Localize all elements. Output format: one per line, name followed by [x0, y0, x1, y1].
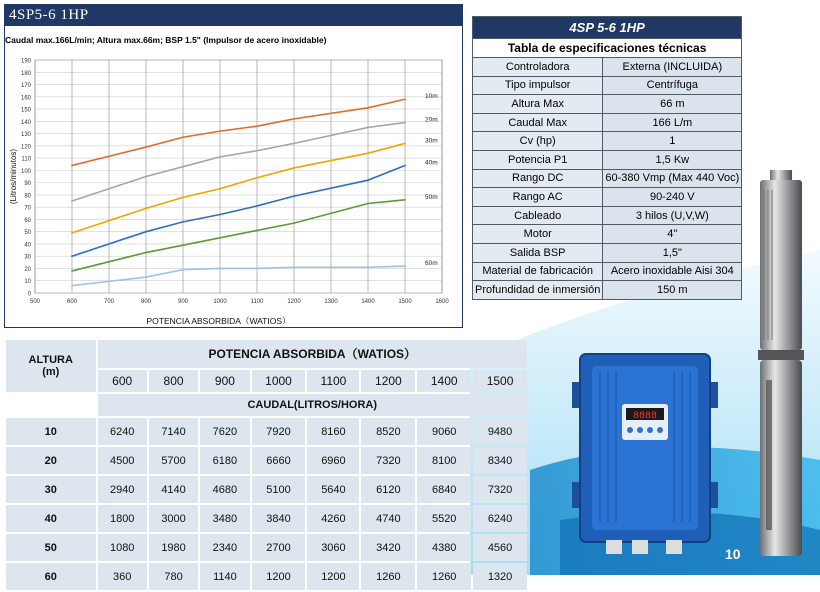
row-height: 50	[6, 534, 96, 561]
spec-row	[473, 113, 742, 132]
spec-value: 60-380 Vmp (Max 440 Voc)	[603, 169, 742, 188]
pump-body	[760, 180, 802, 350]
data-point	[71, 285, 73, 287]
row-height: 10	[6, 418, 96, 445]
series-label: 40m	[425, 159, 438, 167]
data-point	[367, 107, 369, 109]
blank-cell	[6, 394, 96, 416]
data-point	[367, 266, 369, 268]
data-point	[367, 127, 369, 129]
spec-row	[473, 262, 742, 281]
spec-label: Material de fabricación	[473, 262, 603, 281]
y-tick-label: 160	[20, 95, 31, 102]
flow-cell: 4740	[361, 505, 415, 532]
model-heading: 4SP5-6 1HP	[5, 5, 462, 26]
flow-cell: 5520	[417, 505, 471, 532]
performance-curve-chart	[5, 50, 462, 327]
data-point	[182, 196, 184, 198]
spec-row	[473, 58, 742, 77]
y-tick-label: 180	[20, 70, 31, 77]
data-point	[293, 266, 295, 268]
flow-cell: 7320	[473, 476, 527, 503]
data-point	[256, 268, 258, 270]
x-tick-label: 1500	[398, 299, 412, 305]
flow-cell: 1980	[149, 534, 198, 561]
controller-display: 8888	[632, 411, 658, 422]
spec-row	[473, 76, 742, 95]
data-point	[293, 118, 295, 120]
flow-cell: 3480	[200, 505, 249, 532]
flow-cell: 3000	[149, 505, 198, 532]
flow-cell: 4500	[98, 447, 147, 474]
data-point	[71, 270, 73, 272]
y-tick-label: 150	[20, 107, 31, 114]
flow-cell: 2940	[98, 476, 147, 503]
power-column-header: 800	[149, 370, 198, 392]
spec-label: Controladora	[473, 58, 603, 77]
data-point	[219, 237, 221, 239]
flow-cell: 7320	[361, 447, 415, 474]
data-point	[256, 177, 258, 179]
data-point	[145, 252, 147, 254]
y-tick-label: 170	[20, 83, 31, 90]
flow-cell: 9480	[473, 418, 527, 445]
spec-label: Cv (hp)	[473, 132, 603, 151]
data-point	[219, 268, 221, 270]
flow-cell: 8520	[361, 418, 415, 445]
row-height: 40	[6, 505, 96, 532]
data-point	[293, 142, 295, 144]
spec-value: Externa (INCLUIDA)	[603, 58, 742, 77]
spec-label: Tipo impulsor	[473, 76, 603, 95]
x-tick-label: 1400	[361, 299, 375, 305]
flow-cell: 1260	[417, 563, 471, 590]
data-point	[182, 244, 184, 246]
flow-cell: 5700	[149, 447, 198, 474]
data-point	[404, 265, 406, 267]
y-tick-label: 30	[24, 254, 31, 261]
flow-cell: 780	[149, 563, 198, 590]
data-point	[404, 199, 406, 201]
pump-image	[752, 170, 810, 562]
spec-title: 4SP 5-6 1HP	[473, 17, 742, 39]
flow-cell: 6180	[200, 447, 249, 474]
y-tick-label: 50	[24, 230, 31, 237]
data-point	[404, 98, 406, 100]
series-label: 60m	[425, 260, 438, 268]
series-label: 50m	[425, 193, 438, 201]
spec-label: Cableado	[473, 206, 603, 225]
x-tick-label: 600	[66, 299, 78, 305]
data-point	[182, 221, 184, 223]
flow-cell: 1200	[252, 563, 306, 590]
table-row	[6, 505, 527, 532]
data-point	[145, 146, 147, 148]
x-tick-label: 1100	[250, 299, 264, 305]
series-label: 30m	[425, 137, 438, 145]
data-point	[145, 231, 147, 233]
flow-table	[4, 338, 529, 592]
spec-row	[473, 95, 742, 114]
spec-value: 66 m	[603, 95, 742, 114]
chart-subtitle: Caudal max.166L/min; Altura max.66m; BSP 1.5" (Impulsor de acero inoxidable)	[5, 35, 327, 45]
data-point	[404, 142, 406, 144]
flow-cell: 6840	[417, 476, 471, 503]
spec-value: 4"	[603, 225, 742, 244]
flow-cell: 4680	[200, 476, 249, 503]
spec-value: 90-240 V	[603, 188, 742, 207]
table-row	[6, 476, 527, 503]
data-point	[256, 205, 258, 207]
spec-label: Motor	[473, 225, 603, 244]
flow-cell: 6120	[361, 476, 415, 503]
data-point	[367, 179, 369, 181]
table-row	[6, 418, 527, 445]
flow-cell: 8340	[473, 447, 527, 474]
y-tick-label: 110	[21, 156, 31, 163]
y-tick-label: 80	[24, 193, 31, 200]
flow-cell: 9060	[417, 418, 471, 445]
altura-header	[6, 340, 96, 392]
table-row	[6, 447, 527, 474]
flow-cell: 6240	[98, 418, 147, 445]
power-column-header: 1400	[417, 370, 471, 392]
x-axis-label: POTENCIA ABSORBIDA（WATIOS）	[146, 316, 291, 326]
x-tick-label: 1000	[213, 299, 227, 305]
y-tick-label: 100	[20, 168, 31, 175]
spec-row	[473, 188, 742, 207]
data-point	[256, 150, 258, 152]
flow-cell: 7620	[200, 418, 249, 445]
data-point	[256, 125, 258, 127]
altura-label: ALTURA	[28, 354, 73, 366]
data-point	[71, 232, 73, 234]
spec-value: 3 hilos (U,V,W)	[603, 206, 742, 225]
data-point	[71, 200, 73, 202]
spec-value: Centrífuga	[603, 76, 742, 95]
spec-value: 1	[603, 132, 742, 151]
y-tick-label: 40	[24, 242, 31, 249]
spec-row	[473, 169, 742, 188]
flow-cell: 1800	[98, 505, 147, 532]
flow-cell: 4260	[307, 505, 359, 532]
data-point	[145, 276, 147, 278]
flow-cell: 6660	[252, 447, 306, 474]
power-column-header: 1100	[307, 370, 359, 392]
data-point	[71, 255, 73, 257]
caudal-header: CAUDAL(LITROS/HORA)	[98, 394, 527, 416]
data-point	[219, 188, 221, 190]
row-height: 30	[6, 476, 96, 503]
spec-label: Potencia P1	[473, 150, 603, 169]
table-row	[6, 534, 527, 561]
plot-area	[35, 60, 442, 293]
performance-chart-panel	[4, 4, 463, 328]
spec-value: 1,5 Kw	[603, 150, 742, 169]
y-tick-label: 70	[24, 205, 31, 212]
spec-label: Profundidad de inmersión	[473, 281, 603, 300]
power-column-header: 900	[200, 370, 249, 392]
flow-cell: 7140	[149, 418, 198, 445]
power-column-header: 1500	[473, 370, 527, 392]
y-tick-label: 130	[20, 132, 31, 139]
y-tick-label: 190	[20, 58, 31, 65]
altura-unit: (m)	[42, 366, 60, 378]
data-point	[367, 203, 369, 205]
power-header: POTENCIA ABSORBIDA（WATIOS）	[98, 340, 527, 368]
flow-cell: 4560	[473, 534, 527, 561]
flow-cell: 5640	[307, 476, 359, 503]
x-tick-label: 1200	[287, 299, 301, 305]
data-point	[182, 269, 184, 271]
spec-value: 166 L/m	[603, 113, 742, 132]
flow-cell: 2340	[200, 534, 249, 561]
flow-cell: 1200	[307, 563, 359, 590]
flow-cell: 5100	[252, 476, 306, 503]
flow-cell: 1140	[200, 563, 249, 590]
y-tick-label: 0	[27, 291, 31, 298]
data-point	[256, 230, 258, 232]
spec-subtitle: Tabla de especificaciones técnicas	[473, 39, 742, 58]
spec-label: Caudal Max	[473, 113, 603, 132]
data-point	[182, 166, 184, 168]
spec-row	[473, 206, 742, 225]
spec-table	[472, 16, 742, 300]
power-column-header: 1000	[252, 370, 306, 392]
flow-cell: 8100	[417, 447, 471, 474]
page-number: 10	[725, 546, 741, 562]
x-tick-label: 700	[103, 299, 115, 305]
flow-cell: 2700	[252, 534, 306, 561]
flow-cell: 360	[98, 563, 147, 590]
power-column-header: 600	[98, 370, 147, 392]
data-point	[219, 156, 221, 158]
flow-cell: 1260	[361, 563, 415, 590]
data-point	[293, 167, 295, 169]
spec-label: Salida BSP	[473, 243, 603, 262]
data-point	[404, 165, 406, 167]
row-height: 60	[6, 563, 96, 590]
data-point	[182, 136, 184, 138]
spec-value: Acero inoxidable Aisi 304	[603, 262, 742, 281]
spec-row	[473, 225, 742, 244]
spec-label: Rango AC	[473, 188, 603, 207]
series-label: 10m	[425, 93, 438, 101]
spec-row	[473, 281, 742, 300]
x-tick-label: 1300	[324, 299, 338, 305]
spec-row	[473, 243, 742, 262]
flow-cell: 1080	[98, 534, 147, 561]
y-axis-label: (Litros/minutos)	[9, 148, 18, 205]
row-height: 20	[6, 447, 96, 474]
data-point	[71, 165, 73, 167]
flow-cell: 1320	[473, 563, 527, 590]
series-label: 20m	[425, 116, 438, 124]
flow-cell: 8160	[307, 418, 359, 445]
x-tick-label: 500	[29, 299, 41, 305]
flow-cell: 4380	[417, 534, 471, 561]
power-column-header: 1200	[361, 370, 415, 392]
flow-cell: 6240	[473, 505, 527, 532]
data-point	[404, 122, 406, 124]
y-tick-label: 20	[24, 266, 31, 273]
y-tick-label: 140	[20, 119, 31, 126]
spec-label: Altura Max	[473, 95, 603, 114]
data-point	[293, 195, 295, 197]
spec-value: 150 m	[603, 281, 742, 300]
flow-cell: 4140	[149, 476, 198, 503]
y-tick-label: 10	[24, 279, 31, 286]
spec-value: 1,5"	[603, 243, 742, 262]
data-point	[145, 176, 147, 178]
flow-cell: 3060	[307, 534, 359, 561]
flow-cell: 3420	[361, 534, 415, 561]
y-tick-label: 120	[20, 144, 31, 151]
x-tick-label: 1600	[435, 299, 449, 305]
x-tick-label: 800	[140, 299, 152, 305]
data-point	[367, 152, 369, 154]
y-tick-label: 60	[24, 217, 31, 224]
controller-image	[570, 352, 720, 557]
data-point	[219, 214, 221, 216]
x-tick-label: 900	[177, 299, 189, 305]
flow-cell: 6960	[307, 447, 359, 474]
spec-label: Rango DC	[473, 169, 603, 188]
y-tick-label: 90	[24, 181, 31, 188]
flow-cell: 7920	[252, 418, 306, 445]
data-point	[219, 130, 221, 132]
spec-row	[473, 150, 742, 169]
data-point	[145, 207, 147, 209]
flow-cell: 3840	[252, 505, 306, 532]
table-row	[6, 563, 527, 590]
spec-row	[473, 132, 742, 151]
data-point	[293, 222, 295, 224]
